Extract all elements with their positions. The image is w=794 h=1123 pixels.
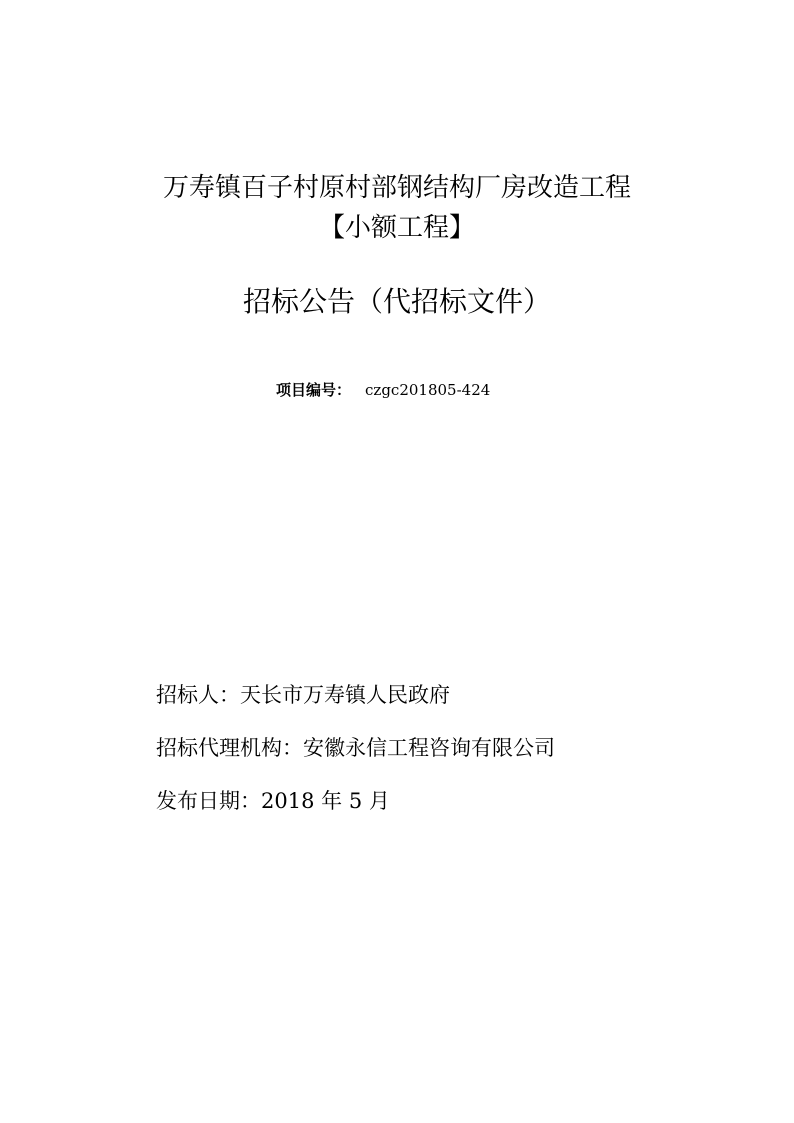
tender-agent-label: 招标代理机构： [156,736,303,760]
project-title-line-2: 【小额工程】 [318,213,475,243]
publish-month: 5 [348,789,363,813]
project-number-label: 项目编号： [276,381,352,399]
notice-title: 招标公告（代招标文件） [242,285,551,318]
publish-year: 2018 [261,789,315,813]
tenderer-value: 天长市万寿镇人民政府 [240,683,450,707]
project-number [276,378,490,402]
tender-agent [156,733,555,763]
publish-date-label: 发布日期： [156,789,261,813]
project-number-value: czgc201805-424 [365,381,491,399]
publish-year-unit: 年 [314,789,349,813]
tenderer [156,680,450,710]
tenderer-label: 招标人： [156,683,240,707]
project-title-line-1: 万寿镇百子村原村部钢结构厂房改造工程 [162,173,631,203]
publish-month-unit: 月 [362,789,390,813]
publish-date [156,786,390,816]
project-title [0,168,794,248]
tender-agent-value: 安徽永信工程咨询有限公司 [303,736,555,760]
